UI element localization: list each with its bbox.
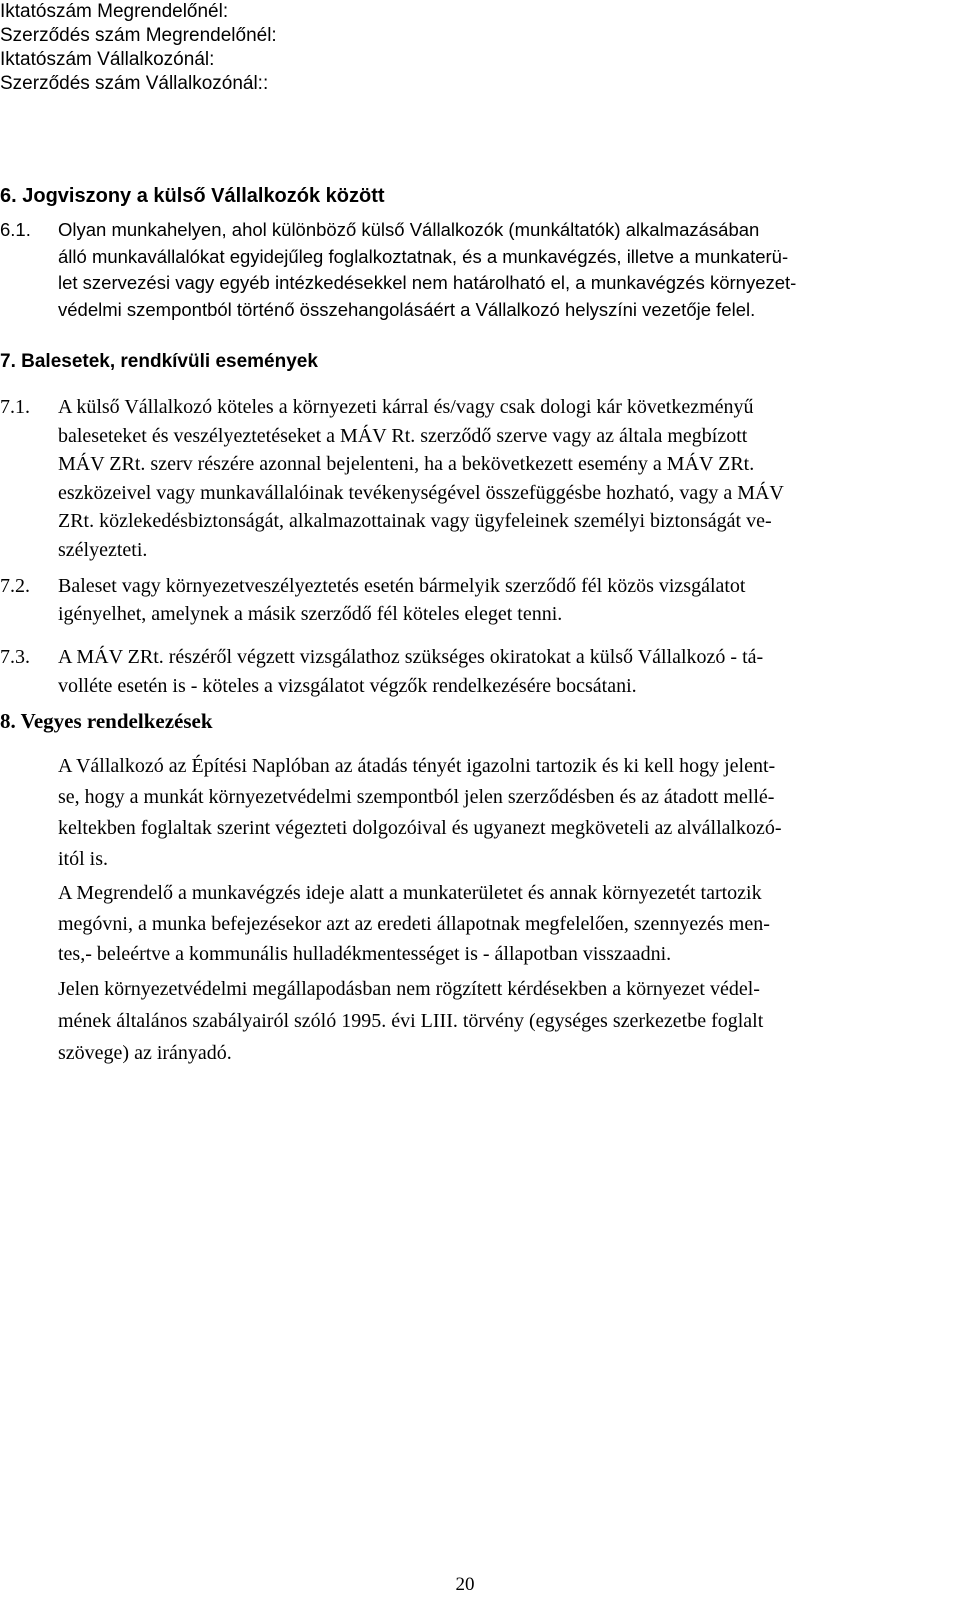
paragraph-line: itól is. <box>58 848 109 870</box>
paragraph-line: let szervezési vagy egyéb intézkedésekkel nem határolható el, a munkavégzés környezet- <box>58 272 797 293</box>
paragraph-line: Baleset vagy környezetveszélyeztetés esetén bármelyik szerződő fél közös vizsgálatot <box>58 575 746 597</box>
section-6-heading: 6. Jogviszony a külső Vállalkozók között <box>0 185 385 207</box>
header-line: Szerződés szám Vállalkozónál:: <box>0 73 269 94</box>
paragraph-number: 6.1. <box>0 219 31 240</box>
header-line: Iktatószám Megrendelőnél: <box>0 1 229 22</box>
paragraph-number: 7.1. <box>0 396 30 418</box>
paragraph-line: szövege) az irányadó. <box>58 1042 232 1064</box>
paragraph-line: keltekben foglaltak szerint végezteti dolgozóival és ugyanezt megköveteli az alvállalkozó- <box>58 817 782 839</box>
paragraph-line: Jelen környezetvédelmi megállapodásban nem rögzített kérdésekben a környezet védel- <box>58 978 760 1000</box>
section-8-paragraph <box>58 973 918 1069</box>
paragraph-line: A Vállalkozó az Építési Naplóban az átadás tényét igazolni tartozik és ki kell hogy jelent- <box>58 755 776 777</box>
section-8-paragraph <box>58 751 918 875</box>
paragraph-line: eszközeivel vagy munkavállalóinak tevékenységével összefüggésbe hozható, vagy a MÁV <box>58 481 784 504</box>
paragraph-number: 7.2. <box>0 575 30 597</box>
paragraph-7-2 <box>0 572 900 628</box>
paragraph-line: volléte esetén is - köteles a vizsgálatot végzők rendelkezésére bocsátani. <box>58 675 637 697</box>
header-line: Iktatószám Vállalkozónál: <box>0 49 215 70</box>
paragraph-line: mének általános szabályairól szóló 1995. évi LIII. törvény (egységes szerkezetbe foglalt <box>58 1010 764 1032</box>
paragraph-line: Olyan munkahelyen, ahol különböző külső Vállalkozók (munkáltatók) alkalmazásában <box>58 219 760 240</box>
paragraph-line: A MÁV ZRt. részéről végzett vizsgálathoz szükséges okiratokat a külső Vállalkozó - tá- <box>58 646 764 668</box>
paragraph-line: álló munkavállalókat egyidejűleg foglalkoztatnak, és a munkavégzés, illetve a munkaterü- <box>58 245 789 267</box>
paragraph-7-3 <box>0 643 900 701</box>
page-number: 20 <box>455 1574 475 1595</box>
paragraph-line: tes,- beleértve a kommunális hulladékmentességet is - állapotban visszaadni. <box>58 943 672 965</box>
paragraph-line: MÁV ZRt. szerv részére azonnal bejelenteni, ha a bekövetkezett esemény a MÁV ZRt. <box>58 453 755 475</box>
paragraph-line: A külső Vállalkozó köteles a környezeti kárral és/vagy csak dologi kár következményű <box>58 396 754 418</box>
paragraph-line: megóvni, a munka befejezésekor azt az eredeti állapotnak megfelelően, szennyezés men- <box>58 912 770 935</box>
section-7-heading: 7. Balesetek, rendkívüli események <box>0 351 318 372</box>
section-8-heading: 8. Vegyes rendelkezések <box>0 709 213 733</box>
paragraph-line: A Megrendelő a munkavégzés ideje alatt a munkaterületet és annak környezetét tartozik <box>58 882 762 904</box>
registration-header <box>0 0 277 96</box>
paragraph-line: védelmi szempontból történő összehangolásáért a Vállalkozó helyszíni vezetője felel. <box>58 298 756 320</box>
header-line: Szerződés szám Megrendelőnél: <box>0 25 277 46</box>
paragraph-line: baleseteket és veszélyeztetéseket a MÁV Rt. szerződő szerve vagy az általa megbízott <box>58 424 748 447</box>
paragraph-line: se, hogy a munkát környezetvédelmi szempontból jelen szerződésben és az átadott mellé- <box>58 786 775 808</box>
paragraph-line: szélyezteti. <box>58 538 148 561</box>
paragraph-line: ZRt. közlekedésbiztonságát, alkalmazottainak vagy ügyfeleinek személyi biztonságát ve- <box>58 510 772 532</box>
section-8-paragraph <box>58 878 918 970</box>
paragraph-line: igényelhet, amelynek a másik szerződő fél köteles eleget tenni. <box>58 603 563 625</box>
paragraph-number: 7.3. <box>0 646 30 668</box>
paragraph-6-1 <box>0 217 900 323</box>
paragraph-7-1 <box>0 393 900 564</box>
